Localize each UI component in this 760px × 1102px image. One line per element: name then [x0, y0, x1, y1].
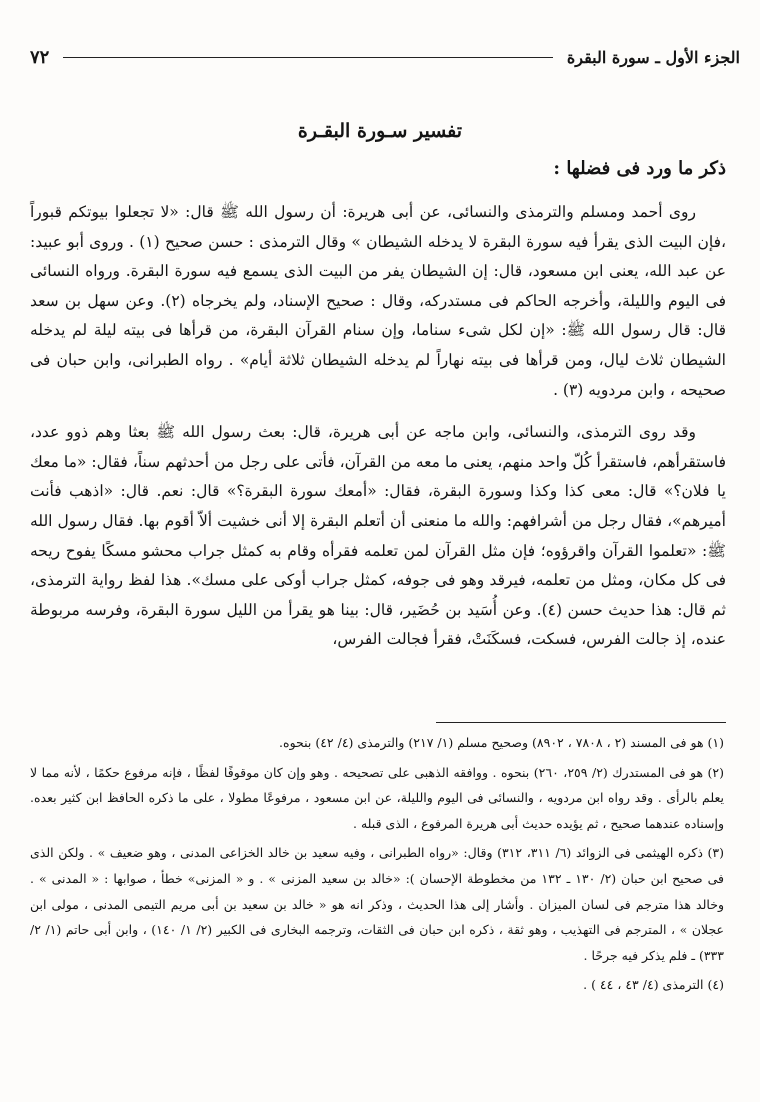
footnote: (٤) الترمذى (٤/ ٤٣ ، ٤٤ ) .	[583, 977, 724, 993]
footnote-separator	[436, 722, 726, 723]
paragraph: وقد روى الترمذى، والنسائى، وابن ماجه عن أبى هريرة، قال: بعث رسول الله ﷺ بعثا وهم ذوو عدد، فاستقرأهم، فاستقرأ كُلّ واحد منهم، يعنى ما معه من القرآن، فأتى على رجل من أحدثهم سناً، فقال: «ما معك يا فلان؟» قال: معى كذا وكذا وسورة البقرة، فقال: «أمعك سورة البقرة؟» قال: نعم. قال: «اذهب فأنت أميرهم»، فقال رجل من أشرافهم: والله ما منعنى أن أتعلم البقرة إلا أنى خشيت ألاّ أقوم بها. فقال رسول الله ﷺ: «تعلموا القرآن واقرؤوه؛ فإن مثل القرآن لمن تعلمه فقرأه وقام به كمثل جراب محشو مسكًا يفوح ريحه فى كل مكان، ومثل من تعلمه، فيرقد وهو فى جوفه، كمثل جراب أوكى على مسك». هذا لفظ رواية الترمذى، ثم قال: هذا حديث حسن (٤). وعن أُسَيد بن حُضَير، قال: بينا هو يقرأ من الليل سورة البقرة، وفرسه مربوطة عنده، إذ جالت الفرس، فسكت، فسكَنَتْ، فقرأ فجالت الفرس،	[30, 423, 726, 649]
running-title: الجزء الأول ـ سورة البقرة	[566, 47, 740, 67]
paragraph: روى أحمد ومسلم والترمذى والنسائى، عن أبى هريرة: أن رسول الله ﷺ قال: «لا تجعلوا بيوتكم قبوراً ،فإن البيت الذى يقرأ فيه سورة البقرة لا يدخله الشيطان » وقال الترمذى : حسن صحيح (١) . وروى أبو عبيد: عن عبد الله، يعنى ابن مسعود، قال: إن الشيطان يفر من البيت الذى يسمع فيه سورة البقرة. ورواه النسائى فى اليوم والليلة، وأخرجه الحاكم فى مستدركه، وقال : صحيح الإسناد، ولم يخرجاه (٢). وعن سهل بن سعد قال: قال رسول الله ﷺ: «إن لكل شىء سناما، وإن سنام القرآن البقرة، من قرأها فى بيته ليلة لم يدخله الشيطان ثلاث ليال، ومن قرأها فى بيته نهاراً لم يدخله الشيطان ثلاثة أيام» . رواه الطبرانى، وابن حبان فى صحيحه ، وابن مردويه (٣) .	[30, 203, 727, 399]
page-header	[22, 40, 740, 74]
footnotes	[30, 730, 724, 998]
footnote: (١) هو فى المسند (٢ ، ٧٨٠٨ ، ٨٩٠٢) وصحيح مسلم (١/ ٢١٧) والترمذى (٤/ ٤٢) بنحوه.	[279, 735, 724, 750]
chapter-title: تفسير سـورة البقـرة	[297, 120, 463, 142]
body-text	[30, 198, 726, 655]
section-heading: ذكر ما ورد فى فضلها :	[553, 158, 726, 179]
header-rule	[63, 57, 553, 58]
footnote: (٣) ذكره الهيثمى فى الزوائد (٦/ ٣١١، ٣١٢) وقال: «رواه الطبرانى ، وفيه سعيد بن خالد الخزاعى المدنى ، وهو ضعيف » . ولكن الذى فى صحيح ابن حبان (٢/ ١٣٠ ـ ١٣٢ من مخطوطة الإحسان ): «خالد بن سعيد المزنى » . و « المزنى» خطأ ، صوابها : « المدنى » . وخالد هذا مترجم فى لسان الميزان . وأشار إلى هذا الحديث ، وذكر انه هو « خالد بن سعيد بن أبى مريم التيمى المدنى ، مولى ابن عجلان » ، المترجم فى التهذيب ، وهو ثقة ، ذكره ابن حبان فى الثقات، وترجمه البخارى فى الكبير (٢/ ١/ ١٤٠) ، وابن أبى حاتم (١/ ٢/ ٣٣٣) ـ فلم يذكر فيه جرحًا .	[30, 845, 724, 963]
footnote: (٢) هو فى المستدرك (٢/ ٢٥٩، ٢٦٠) بنحوه . ووافقه الذهبى على تصحيحه . وهو وإن كان موقوفًا لفظًا ، فإنه مرفوع حكمًا ، لأنه مما لا يعلم بالرأى . وقد رواه ابن مردويه ، والنسائى فى اليوم والليلة، عن ابن مسعود ، مرفوعًا مطولا ، على ما ذكره الحافظ ابن كثير بعده. وإسناده عندهما صحيح ، ثم يؤيده حديث أبى هريرة المرفوع ، الذى قبله .	[30, 764, 725, 831]
page-number: ٧٢	[30, 46, 50, 68]
